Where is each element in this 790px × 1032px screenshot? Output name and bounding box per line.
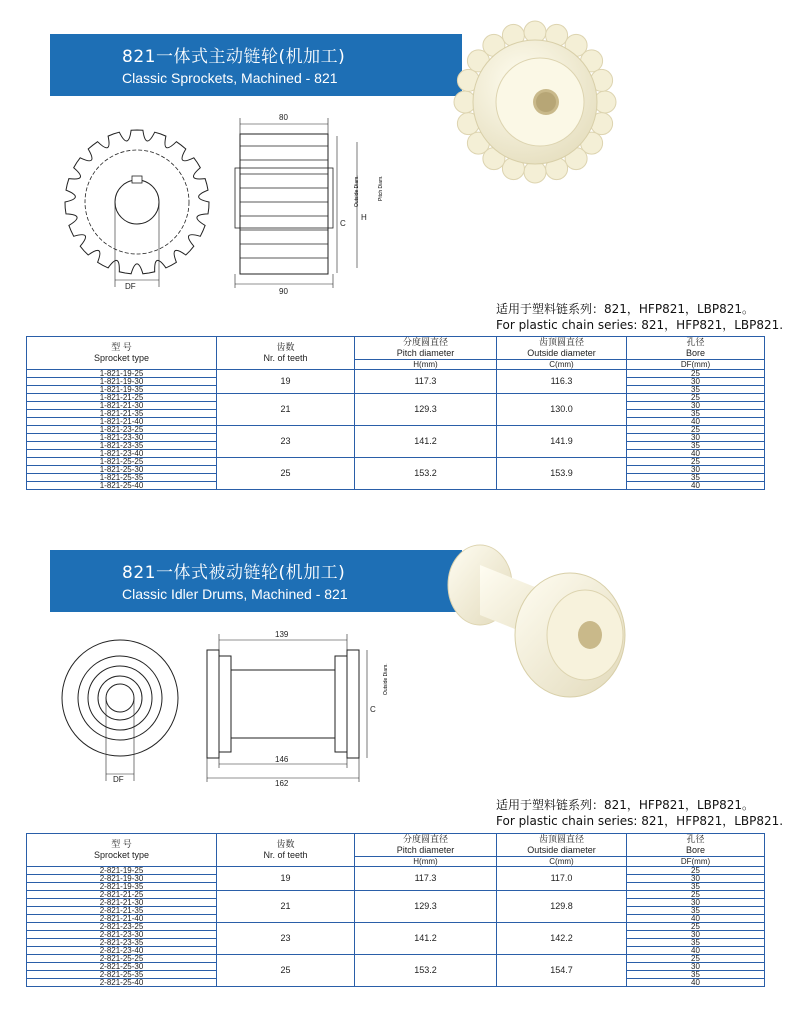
cell-pitch: 153.2: [355, 955, 497, 987]
header-bore-en: Bore: [685, 348, 705, 358]
cell-sprocket-type: 2-821-23-35: [27, 939, 217, 947]
cell-bore: 25: [627, 867, 765, 875]
idler-drum-product-image: [440, 535, 640, 705]
section1-series-zh: 适用于塑料链系列：821，HFP821，LBP821。: [496, 302, 755, 316]
header-outside-unit: C(mm): [497, 857, 627, 867]
cell-bore: 35: [627, 410, 765, 418]
header-pitch-zh: 分度圆直径: [402, 834, 448, 844]
header-bore-zh: 孔径: [686, 337, 705, 347]
cell-bore: 30: [627, 899, 765, 907]
cell-pitch: 153.2: [355, 458, 497, 490]
header-pitch-zh: 分度圆直径: [402, 337, 448, 347]
header-type-zh: 型 号: [111, 839, 132, 849]
cell-bore: 30: [627, 466, 765, 474]
cell-sprocket-type: 1-821-25-40: [27, 482, 217, 490]
header-type: [27, 834, 217, 867]
cell-sprocket-type: 1-821-23-40: [27, 450, 217, 458]
header-pitch: [355, 337, 497, 360]
header-pitch-unit: H(mm): [355, 360, 497, 370]
cell-teeth: 25: [217, 955, 355, 987]
cell-sprocket-type: 1-821-21-40: [27, 418, 217, 426]
cell-sprocket-type: 1-821-21-30: [27, 402, 217, 410]
section2-spec-table: [26, 833, 765, 987]
cell-teeth: 23: [217, 923, 355, 955]
sprocket-width-80: 80: [279, 113, 288, 122]
cell-bore: 40: [627, 915, 765, 923]
sprocket-h-sub: Pitch Diam.: [378, 175, 384, 201]
cell-pitch: 117.3: [355, 867, 497, 891]
cell-sprocket-type: 2-821-23-30: [27, 931, 217, 939]
cell-pitch: 129.3: [355, 891, 497, 923]
cell-bore: 25: [627, 891, 765, 899]
idler-df-label: DF: [113, 775, 124, 784]
header-outside-unit: C(mm): [497, 360, 627, 370]
header-pitch: [355, 834, 497, 857]
idler-c-label: C: [370, 705, 376, 714]
cell-sprocket-type: 1-821-23-35: [27, 442, 217, 450]
cell-bore: 35: [627, 939, 765, 947]
cell-bore: 35: [627, 474, 765, 482]
sprocket-c-label: C: [340, 219, 346, 228]
cell-bore: 30: [627, 875, 765, 883]
header-outside: [497, 337, 627, 360]
header-bore-zh: 孔径: [686, 834, 705, 844]
cell-sprocket-type: 2-821-23-40: [27, 947, 217, 955]
cell-pitch: 129.3: [355, 394, 497, 426]
cell-pitch: 141.2: [355, 923, 497, 955]
cell-bore: 35: [627, 883, 765, 891]
cell-sprocket-type: 2-821-25-35: [27, 971, 217, 979]
cell-teeth: 19: [217, 370, 355, 394]
header-outside: [497, 834, 627, 857]
cell-sprocket-type: 2-821-25-25: [27, 955, 217, 963]
idler-front-drawing: [55, 636, 195, 786]
cell-sprocket-type: 2-821-21-35: [27, 907, 217, 915]
cell-outside: 154.7: [497, 955, 627, 987]
header-bore: [627, 337, 765, 360]
sprocket-product-image: [440, 10, 620, 190]
header-teeth: [217, 834, 355, 867]
cell-bore: 40: [627, 482, 765, 490]
cell-bore: 40: [627, 450, 765, 458]
cell-bore: 25: [627, 370, 765, 378]
section2-series-zh: 适用于塑料链系列：821，HFP821，LBP821。: [496, 798, 755, 812]
section1-title-en: Classic Sprockets, Machined - 821: [122, 70, 338, 86]
section1-spec-table: [26, 336, 765, 490]
cell-sprocket-type: 1-821-23-25: [27, 426, 217, 434]
section2-series: [496, 797, 783, 829]
cell-bore: 25: [627, 923, 765, 931]
sprocket-width-90: 90: [279, 287, 288, 296]
cell-bore: 30: [627, 931, 765, 939]
header-pitch-en: Pitch diameter: [396, 845, 455, 855]
cell-sprocket-type: 1-821-21-25: [27, 394, 217, 402]
cell-sprocket-type: 1-821-19-30: [27, 378, 217, 386]
cell-outside: 153.9: [497, 458, 627, 490]
cell-outside: 130.0: [497, 394, 627, 426]
header-type-en: Sprocket type: [93, 850, 150, 860]
header-type-zh: 型 号: [111, 342, 132, 352]
sprocket-front-drawing: [55, 122, 220, 297]
header-pitch-unit: H(mm): [355, 857, 497, 867]
cell-sprocket-type: 2-821-25-30: [27, 963, 217, 971]
cell-sprocket-type: 2-821-23-25: [27, 923, 217, 931]
header-outside-zh: 齿顶圆直径: [538, 834, 584, 844]
cell-sprocket-type: 2-821-19-35: [27, 883, 217, 891]
section2-banner: [50, 550, 462, 612]
cell-outside: 117.0: [497, 867, 627, 891]
cell-teeth: 25: [217, 458, 355, 490]
header-outside-zh: 齿顶圆直径: [538, 337, 584, 347]
section1-title-zh: 821一体式主动链轮(机加工): [122, 47, 346, 67]
header-teeth-zh: 齿数: [276, 839, 295, 849]
cell-bore: 35: [627, 971, 765, 979]
cell-bore: 35: [627, 907, 765, 915]
header-outside-en: Outside diameter: [527, 845, 596, 855]
idler-c-sub: Outside Diam.: [383, 663, 389, 695]
cell-sprocket-type: 1-821-25-25: [27, 458, 217, 466]
cell-sprocket-type: 1-821-21-35: [27, 410, 217, 418]
sprocket-df-label: DF: [125, 282, 136, 291]
header-bore-unit: DF(mm): [627, 857, 765, 867]
header-bore-unit: DF(mm): [627, 360, 765, 370]
cell-sprocket-type: 1-821-25-30: [27, 466, 217, 474]
cell-bore: 35: [627, 386, 765, 394]
header-outside-en: Outside diameter: [527, 348, 596, 358]
section2-title-zh: 821一体式被动链轮(机加工): [122, 563, 346, 583]
section1-series-en: For plastic chain series: 821，HFP821，LBP821.: [496, 318, 784, 332]
cell-sprocket-type: 1-821-19-25: [27, 370, 217, 378]
cell-pitch: 141.2: [355, 426, 497, 458]
cell-sprocket-type: 2-821-21-40: [27, 915, 217, 923]
cell-sprocket-type: 2-821-25-40: [27, 979, 217, 987]
header-bore-en: Bore: [685, 845, 705, 855]
cell-outside: 116.3: [497, 370, 627, 394]
cell-bore: 30: [627, 378, 765, 386]
cell-bore: 30: [627, 963, 765, 971]
idler-width-139: 139: [275, 630, 289, 639]
cell-pitch: 117.3: [355, 370, 497, 394]
cell-outside: 142.2: [497, 923, 627, 955]
section1-banner: [50, 34, 462, 96]
idler-width-146: 146: [275, 755, 289, 764]
cell-outside: 129.8: [497, 891, 627, 923]
cell-bore: 30: [627, 434, 765, 442]
cell-outside: 141.9: [497, 426, 627, 458]
header-teeth-en: Nr. of teeth: [263, 850, 308, 860]
section2-series-en: For plastic chain series: 821，HFP821，LBP821.: [496, 814, 784, 828]
sprocket-h-label: H: [361, 213, 367, 222]
header-pitch-en: Pitch diameter: [396, 348, 455, 358]
cell-bore: 30: [627, 402, 765, 410]
section1-series: [496, 301, 783, 333]
sprocket-c-sub: Outside Diam.: [354, 175, 360, 207]
cell-teeth: 23: [217, 426, 355, 458]
cell-teeth: 19: [217, 867, 355, 891]
cell-bore: 40: [627, 979, 765, 987]
cell-sprocket-type: 2-821-21-30: [27, 899, 217, 907]
cell-sprocket-type: 1-821-23-30: [27, 434, 217, 442]
cell-teeth: 21: [217, 394, 355, 426]
cell-sprocket-type: 2-821-19-30: [27, 875, 217, 883]
cell-bore: 35: [627, 442, 765, 450]
cell-sprocket-type: 1-821-25-35: [27, 474, 217, 482]
header-type-en: Sprocket type: [93, 353, 150, 363]
header-bore: [627, 834, 765, 857]
idler-side-drawing: [195, 628, 389, 788]
cell-sprocket-type: 2-821-19-25: [27, 867, 217, 875]
header-type: [27, 337, 217, 370]
cell-bore: 25: [627, 955, 765, 963]
sprocket-side-drawing: [225, 108, 385, 298]
section2-title-en: Classic Idler Drums, Machined - 821: [122, 586, 348, 602]
cell-bore: 25: [627, 394, 765, 402]
header-teeth-en: Nr. of teeth: [263, 353, 308, 363]
cell-teeth: 21: [217, 891, 355, 923]
cell-bore: 40: [627, 947, 765, 955]
cell-bore: 40: [627, 418, 765, 426]
idler-width-162: 162: [275, 779, 289, 788]
cell-bore: 25: [627, 426, 765, 434]
cell-sprocket-type: 1-821-19-35: [27, 386, 217, 394]
cell-sprocket-type: 2-821-21-25: [27, 891, 217, 899]
header-teeth: [217, 337, 355, 370]
header-teeth-zh: 齿数: [276, 342, 295, 352]
cell-bore: 25: [627, 458, 765, 466]
